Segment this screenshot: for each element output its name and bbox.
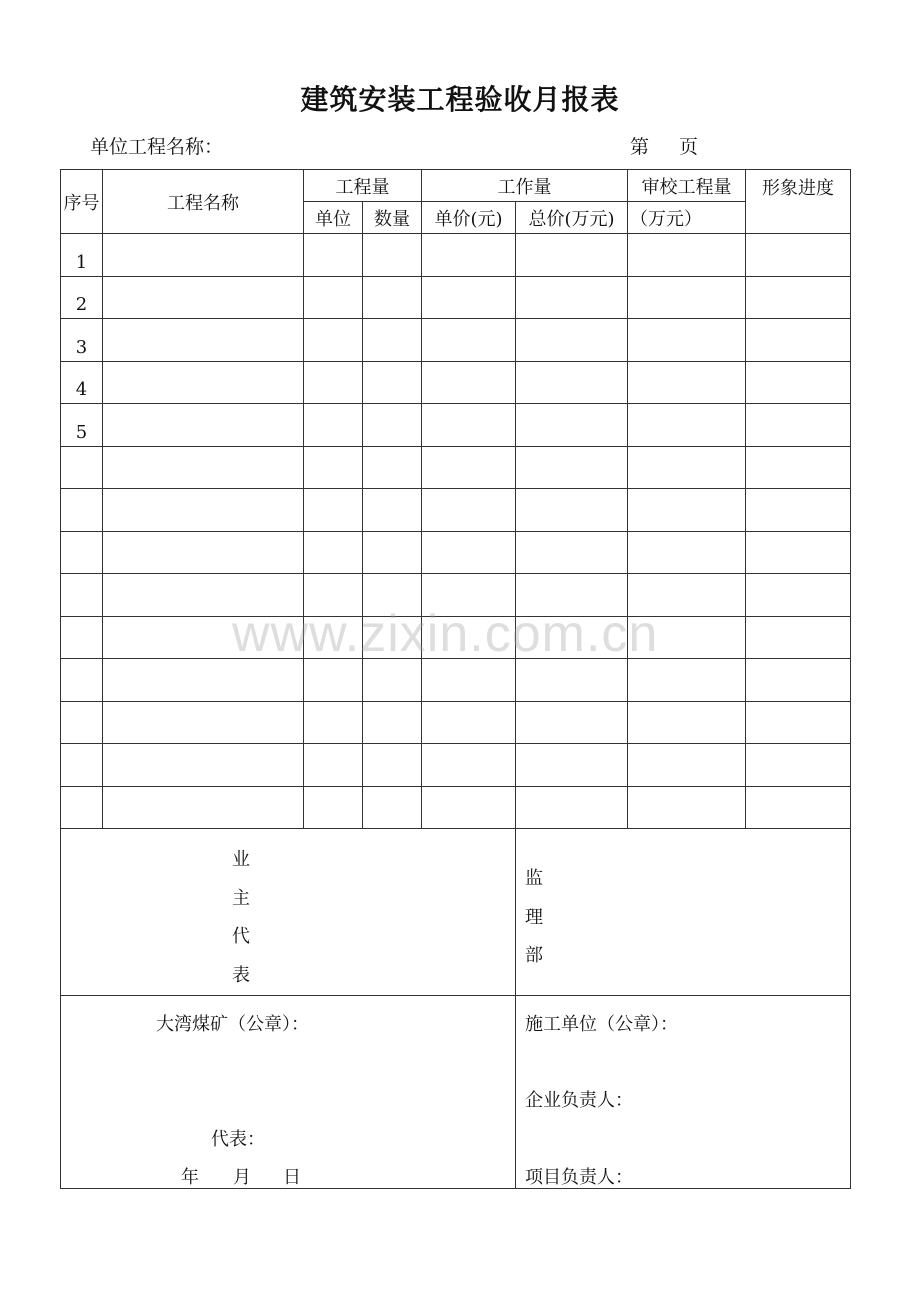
row-empty-cell: [422, 276, 516, 319]
row-empty-cell: [746, 489, 851, 532]
table-row: [61, 319, 851, 362]
page-label-ye: 页: [679, 136, 699, 158]
page-label-di: 第: [630, 136, 650, 158]
owner-rep-char: 主: [232, 887, 250, 909]
row-empty-cell: [304, 659, 363, 702]
document-title: 建筑安装工程验收月报表: [300, 83, 620, 116]
row-empty-cell: [103, 319, 304, 362]
table-row: [61, 361, 851, 404]
row-empty-cell: [304, 234, 363, 277]
row-empty-cell: [103, 744, 304, 787]
row-empty-cell: [628, 616, 746, 659]
watermark-text: www.zixin.com.cn: [232, 605, 659, 663]
table-row: [61, 234, 851, 277]
header-total-price: 总价(万元): [516, 202, 628, 234]
table-row: [61, 446, 851, 489]
row-empty-cell: [422, 234, 516, 277]
row-empty-cell: [304, 701, 363, 744]
row-empty-cell: [628, 659, 746, 702]
row-empty-cell: [103, 531, 304, 574]
representative-label: 代表：: [211, 1129, 265, 1150]
row-empty-cell: [746, 234, 851, 277]
row-empty-cell: [422, 361, 516, 404]
table-row: [61, 786, 851, 829]
supervision-char: 监: [525, 868, 543, 890]
row-empty-cell: [103, 361, 304, 404]
supervision-dept-cell: [516, 829, 851, 996]
row-seq-cell: 4: [61, 361, 103, 404]
table-row: [61, 489, 851, 532]
row-empty-cell: [516, 319, 628, 362]
row-empty-cell: [304, 446, 363, 489]
row-empty-cell: [746, 361, 851, 404]
row-empty-cell: [422, 531, 516, 574]
row-empty-cell: [422, 404, 516, 447]
supervision-char: 部: [525, 945, 543, 967]
row-empty-cell: [516, 446, 628, 489]
row-empty-cell: [103, 234, 304, 277]
row-empty-cell: [628, 531, 746, 574]
header-work-group: 工作量: [422, 170, 628, 202]
coal-mine-stamp-cell: [61, 996, 516, 1189]
row-empty-cell: [422, 744, 516, 787]
signature-row: [61, 829, 851, 996]
row-empty-cell: [422, 574, 516, 617]
row-empty-cell: [516, 489, 628, 532]
stamp-row: [61, 996, 851, 1189]
row-empty-cell: [516, 574, 628, 617]
row-seq-cell: [61, 489, 103, 532]
row-seq-cell: [61, 701, 103, 744]
row-empty-cell: [304, 744, 363, 787]
row-empty-cell: [628, 319, 746, 362]
row-empty-cell: [422, 319, 516, 362]
row-seq-cell: [61, 659, 103, 702]
row-empty-cell: [363, 701, 422, 744]
supervision-char: 理: [525, 906, 543, 928]
table-row: [61, 616, 851, 659]
table-row: [61, 701, 851, 744]
row-empty-cell: [304, 276, 363, 319]
header-audit-quantity: 审校工程量: [628, 170, 746, 202]
row-empty-cell: [516, 234, 628, 277]
row-empty-cell: [516, 659, 628, 702]
row-empty-cell: [422, 616, 516, 659]
supervision-dept-label: [525, 848, 543, 976]
row-empty-cell: [516, 616, 628, 659]
row-empty-cell: [516, 404, 628, 447]
row-empty-cell: [628, 361, 746, 404]
table-row: [61, 574, 851, 617]
row-empty-cell: [746, 659, 851, 702]
row-empty-cell: [628, 446, 746, 489]
row-empty-cell: [304, 786, 363, 829]
row-empty-cell: [516, 276, 628, 319]
row-empty-cell: [103, 659, 304, 702]
row-empty-cell: [746, 616, 851, 659]
row-empty-cell: [363, 234, 422, 277]
row-empty-cell: [746, 276, 851, 319]
row-empty-cell: [363, 744, 422, 787]
row-empty-cell: [363, 404, 422, 447]
date-day: 日: [283, 1167, 301, 1188]
coal-mine-stamp-label: 大湾煤矿（公章）：: [156, 1014, 309, 1035]
row-empty-cell: [363, 361, 422, 404]
row-empty-cell: [103, 786, 304, 829]
date-year: 年: [181, 1167, 199, 1188]
row-empty-cell: [363, 531, 422, 574]
row-empty-cell: [628, 786, 746, 829]
unit-project-name-label: 单位工程名称：: [90, 136, 224, 158]
row-empty-cell: [628, 744, 746, 787]
row-empty-cell: [363, 786, 422, 829]
row-empty-cell: [422, 446, 516, 489]
row-empty-cell: [516, 744, 628, 787]
row-empty-cell: [363, 574, 422, 617]
table-header-row-1: [61, 170, 851, 202]
row-empty-cell: [363, 616, 422, 659]
row-empty-cell: [516, 786, 628, 829]
enterprise-head-label: 企业负责人：: [525, 1090, 633, 1111]
date-month: 月: [233, 1167, 251, 1188]
row-empty-cell: [304, 489, 363, 532]
project-head-label: 项目负责人：: [525, 1167, 633, 1188]
row-empty-cell: [103, 404, 304, 447]
row-seq-cell: [61, 786, 103, 829]
owner-rep-char: 代: [232, 926, 250, 947]
row-empty-cell: [628, 404, 746, 447]
row-empty-cell: [304, 404, 363, 447]
header-unit-price: 单价(元): [422, 202, 516, 234]
row-seq-cell: [61, 531, 103, 574]
header-progress: [746, 170, 851, 234]
header-seq: 序号: [61, 170, 103, 234]
row-empty-cell: [628, 234, 746, 277]
row-seq-cell: [61, 744, 103, 787]
row-empty-cell: [304, 616, 363, 659]
row-empty-cell: [746, 531, 851, 574]
table-row: [61, 744, 851, 787]
row-empty-cell: [304, 319, 363, 362]
row-empty-cell: [363, 319, 422, 362]
header-unit: 单位: [304, 202, 363, 234]
row-empty-cell: [628, 276, 746, 319]
row-empty-cell: [363, 446, 422, 489]
row-seq-cell: 1: [61, 234, 103, 277]
row-empty-cell: [422, 786, 516, 829]
owner-representative-label: [232, 829, 250, 995]
row-empty-cell: [304, 531, 363, 574]
row-empty-cell: [516, 701, 628, 744]
contractor-stamp-label: 施工单位（公章）：: [525, 1014, 678, 1035]
row-empty-cell: [304, 574, 363, 617]
header-project-name: 工程名称: [103, 170, 304, 234]
row-empty-cell: [363, 489, 422, 532]
row-empty-cell: [516, 361, 628, 404]
row-empty-cell: [103, 446, 304, 489]
row-empty-cell: [628, 701, 746, 744]
row-empty-cell: [746, 744, 851, 787]
row-seq-cell: 5: [61, 404, 103, 447]
contractor-stamp-cell: [516, 996, 851, 1189]
row-empty-cell: [363, 659, 422, 702]
row-empty-cell: [422, 701, 516, 744]
table-row: [61, 531, 851, 574]
row-seq-cell: 2: [61, 276, 103, 319]
owner-rep-char: 业: [232, 849, 250, 870]
row-empty-cell: [746, 446, 851, 489]
acceptance-report-table: [60, 169, 851, 1189]
row-seq-cell: 3: [61, 319, 103, 362]
row-empty-cell: [746, 404, 851, 447]
table-row: [61, 659, 851, 702]
row-empty-cell: [516, 531, 628, 574]
row-empty-cell: [746, 574, 851, 617]
row-empty-cell: [363, 276, 422, 319]
row-empty-cell: [304, 361, 363, 404]
row-seq-cell: [61, 446, 103, 489]
header-amount: 数量: [363, 202, 422, 234]
header-quantity-group: 工程量: [304, 170, 422, 202]
owner-representative-cell: [61, 829, 516, 996]
table-body: [61, 234, 851, 829]
table-row: [61, 404, 851, 447]
row-empty-cell: [746, 786, 851, 829]
row-empty-cell: [103, 489, 304, 532]
row-seq-cell: [61, 574, 103, 617]
row-empty-cell: [422, 489, 516, 532]
row-seq-cell: [61, 616, 103, 659]
table-row: [61, 276, 851, 319]
row-empty-cell: [422, 659, 516, 702]
page-number-label: [630, 132, 698, 159]
row-empty-cell: [746, 319, 851, 362]
row-empty-cell: [628, 489, 746, 532]
owner-rep-char: 表: [232, 964, 250, 986]
row-empty-cell: [103, 276, 304, 319]
row-empty-cell: [628, 574, 746, 617]
header-audit-unit: （万元）: [628, 202, 746, 234]
row-empty-cell: [103, 574, 304, 617]
row-empty-cell: [103, 701, 304, 744]
row-empty-cell: [746, 701, 851, 744]
header-progress-text: 形象进度: [762, 178, 834, 199]
row-empty-cell: [103, 616, 304, 659]
